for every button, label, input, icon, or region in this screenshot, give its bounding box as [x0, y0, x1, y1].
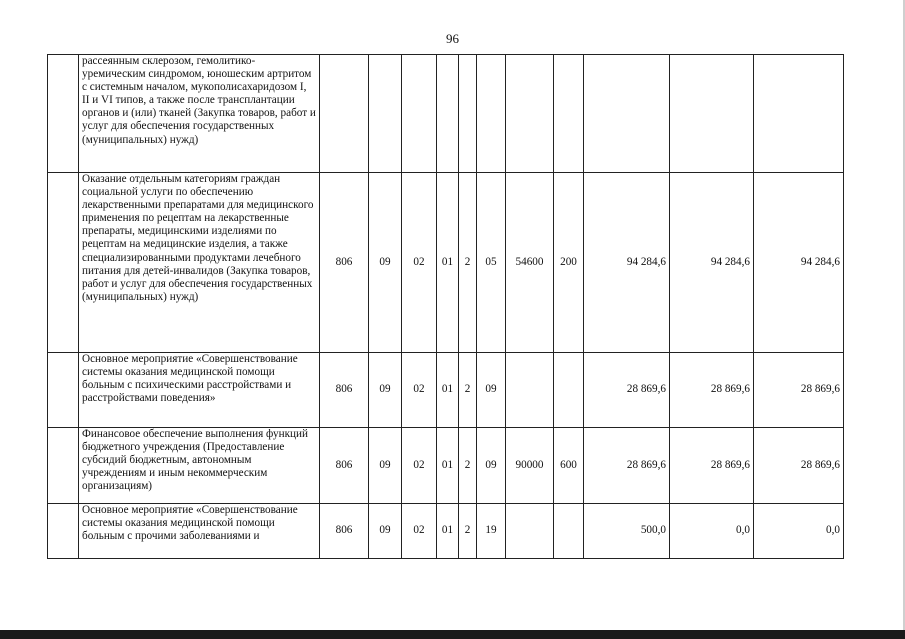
subprogram-code-cell [459, 55, 477, 173]
subsection-code-cell: 02 [402, 428, 437, 504]
section-code-cell: 09 [369, 353, 402, 428]
ministry-code-cell: 806 [320, 353, 369, 428]
program-code-cell: 01 [437, 353, 459, 428]
amount-1-cell: 94 284,6 [584, 173, 670, 353]
direction-code-cell [506, 504, 554, 559]
amount-3-cell: 28 869,6 [754, 428, 844, 504]
expense-type-cell [554, 353, 584, 428]
expense-type-cell: 200 [554, 173, 584, 353]
amount-3-cell [754, 55, 844, 173]
direction-code-cell [506, 55, 554, 173]
subsection-code-cell: 02 [402, 353, 437, 428]
amount-2-cell: 28 869,6 [670, 353, 754, 428]
section-code-cell: 09 [369, 504, 402, 559]
row-gap-cell [48, 173, 79, 353]
program-code-cell: 01 [437, 504, 459, 559]
subprogram-code-cell: 2 [459, 504, 477, 559]
expense-type-cell [554, 504, 584, 559]
amount-1-cell: 28 869,6 [584, 353, 670, 428]
main-event-code-cell: 09 [477, 353, 506, 428]
table-row [48, 428, 844, 504]
amount-3-cell: 28 869,6 [754, 353, 844, 428]
row-gap-cell [48, 504, 79, 559]
subprogram-code-cell: 2 [459, 428, 477, 504]
subprogram-code-cell: 2 [459, 173, 477, 353]
table-row [48, 504, 844, 559]
section-code-cell: 09 [369, 428, 402, 504]
amount-1-cell [584, 55, 670, 173]
expense-type-cell: 600 [554, 428, 584, 504]
description-cell: Основное мероприятие «Совершенствование системы оказания медицинской помощи больным с психическими расстройствами и расстройствами поведения» [79, 353, 320, 428]
program-code-cell: 01 [437, 173, 459, 353]
program-code-cell: 01 [437, 428, 459, 504]
expense-type-cell [554, 55, 584, 173]
subsection-code-cell: 02 [402, 504, 437, 559]
amount-3-cell: 94 284,6 [754, 173, 844, 353]
description-cell: Основное мероприятие «Совершенствование системы оказания медицинской помощи больным с прочими заболеваниями и [79, 504, 320, 559]
direction-code-cell: 90000 [506, 428, 554, 504]
budget-table [47, 54, 844, 559]
description-cell: Оказание отдельным категориям граждан социальной услуги по обеспечению лекарственными препаратами для медицинского применения по рецептам на лекарственные препараты, медицинскими изделиями по рецептам на медицинские изделия, а также специализированными продуктами лечебного питания для детей-инвалидов (Закупка товаров, работ и услуг для обеспечения государственных (муниципальных) нужд) [79, 173, 320, 353]
direction-code-cell: 54600 [506, 173, 554, 353]
row-gap-cell [48, 428, 79, 504]
main-event-code-cell [477, 55, 506, 173]
row-gap-cell [48, 353, 79, 428]
amount-2-cell: 28 869,6 [670, 428, 754, 504]
description-cell: Финансовое обеспечение выполнения функций бюджетного учреждения (Предоставление субсидий бюджетным, автономным учреждениям и иным некоммерческим организациям) [79, 428, 320, 504]
program-code-cell [437, 55, 459, 173]
amount-3-cell: 0,0 [754, 504, 844, 559]
amount-2-cell: 94 284,6 [670, 173, 754, 353]
table-row [48, 55, 844, 173]
ministry-code-cell: 806 [320, 428, 369, 504]
description-cell: рассеянным склерозом, гемолитико-уремическим синдромом, юношеским артритом с системным началом, мукополисахаридозом I, II и VI типов, а также после трансплантации органов и (или) тканей (Закупка товаров, работ и услуг для обеспечения государственных (муниципальных) нужд) [79, 55, 320, 173]
ministry-code-cell: 806 [320, 173, 369, 353]
section-code-cell: 09 [369, 173, 402, 353]
main-event-code-cell: 09 [477, 428, 506, 504]
direction-code-cell [506, 353, 554, 428]
row-gap-cell [48, 55, 79, 173]
ministry-code-cell: 806 [320, 504, 369, 559]
amount-1-cell: 28 869,6 [584, 428, 670, 504]
section-code-cell [369, 55, 402, 173]
main-event-code-cell: 05 [477, 173, 506, 353]
amount-2-cell: 0,0 [670, 504, 754, 559]
ministry-code-cell [320, 55, 369, 173]
table-row [48, 173, 844, 353]
page-number: 96 [446, 31, 459, 46]
main-event-code-cell: 19 [477, 504, 506, 559]
subprogram-code-cell: 2 [459, 353, 477, 428]
subsection-code-cell: 02 [402, 173, 437, 353]
subsection-code-cell [402, 55, 437, 173]
amount-2-cell [670, 55, 754, 173]
table-row [48, 353, 844, 428]
amount-1-cell: 500,0 [584, 504, 670, 559]
scan-bottom-border [0, 630, 905, 639]
